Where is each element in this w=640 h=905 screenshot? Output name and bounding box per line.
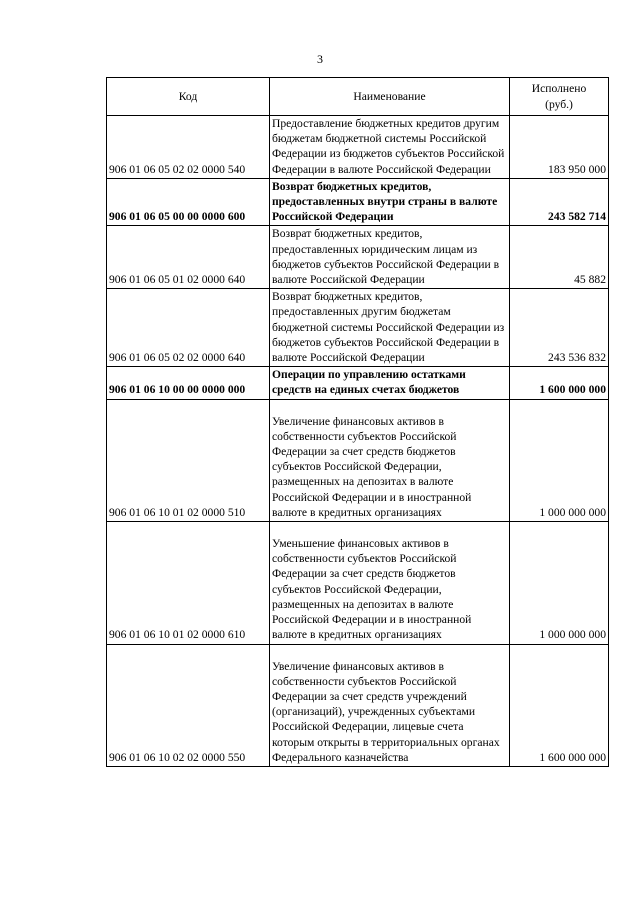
header-amount-line2: (руб.) [545,97,573,111]
row-code: 906 01 06 05 02 02 0000 540 [107,116,270,179]
header-code: Код [107,78,270,116]
row-code: 906 01 06 05 02 02 0000 640 [107,289,270,367]
row-amount: 1 600 000 000 [510,644,609,766]
row-code: 906 01 06 10 02 02 0000 550 [107,644,270,766]
header-amount [510,78,609,116]
row-amount: 1 000 000 000 [510,399,609,521]
row-code: 906 01 06 10 01 02 0000 610 [107,522,270,644]
row-amount: 183 950 000 [510,116,609,179]
row-name: Возврат бюджетных кредитов, предоставленных другим бюджетам бюджетной системы Российской Федерации из бюджетов субъектов Российской Федерации в валюте Российской Федерации [270,289,510,367]
table-row [107,116,609,179]
table-row [107,522,609,644]
row-code: 906 01 06 10 00 00 0000 000 [107,367,270,399]
table-row [107,226,609,289]
row-amount: 1 000 000 000 [510,522,609,644]
table-row-subtotal [107,178,609,226]
row-code: 906 01 06 05 00 00 0000 600 [107,178,270,226]
row-name: Операции по управлению остатками средств на единых счетах бюджетов [270,367,510,399]
row-amount: 1 600 000 000 [510,367,609,399]
table-row [107,399,609,521]
row-code: 906 01 06 05 01 02 0000 640 [107,226,270,289]
row-name: Увеличение финансовых активов в собственности субъектов Российской Федерации за счет средств бюджетов субъектов Российской Федерации, размещенных на депозитах в валюте Российской Федерации и в иностранной валюте в кредитных организациях [272,414,472,519]
table-header-row [107,78,609,116]
table-row [107,289,609,367]
row-name-cell [270,522,510,644]
header-amount-line1: Исполнено [531,82,587,96]
row-amount: 243 536 832 [510,289,609,367]
row-amount: 243 582 714 [510,178,609,226]
row-name: Увеличение финансовых активов в собственности субъектов Российской Федерации за счет средств учреждений (организаций), учрежденных субъектами Российской Федерации, лицевые счета которым открыты в территориальных органах Федерального казначейства [272,659,500,764]
table-row-subtotal [107,367,609,399]
row-name-cell [270,644,510,766]
table-row [107,644,609,766]
row-name: Возврат бюджетных кредитов, предоставленных юридическим лицам из бюджетов субъектов Российской Федерации в валюте Российской Федерации [270,226,510,289]
page-number: 3 [317,52,323,66]
budget-table [106,77,609,767]
header-name: Наименование [270,78,510,116]
row-amount: 45 882 [510,226,609,289]
row-name: Возврат бюджетных кредитов, предоставленных внутри страны в валюте Российской Федерации [270,178,510,226]
row-name: Предоставление бюджетных кредитов другим бюджетам бюджетной системы Российской Федерации из бюджетов субъектов Российской Федерации в валюте Российской Федерации [270,116,510,179]
row-code: 906 01 06 10 01 02 0000 510 [107,399,270,521]
row-name-cell [270,399,510,521]
row-name: Уменьшение финансовых активов в собственности субъектов Российской Федерации за счет средств бюджетов субъектов Российской Федерации, размещенных на депозитах в валюте Российской Федерации и в иностранной валюте в кредитных организациях [272,537,472,642]
